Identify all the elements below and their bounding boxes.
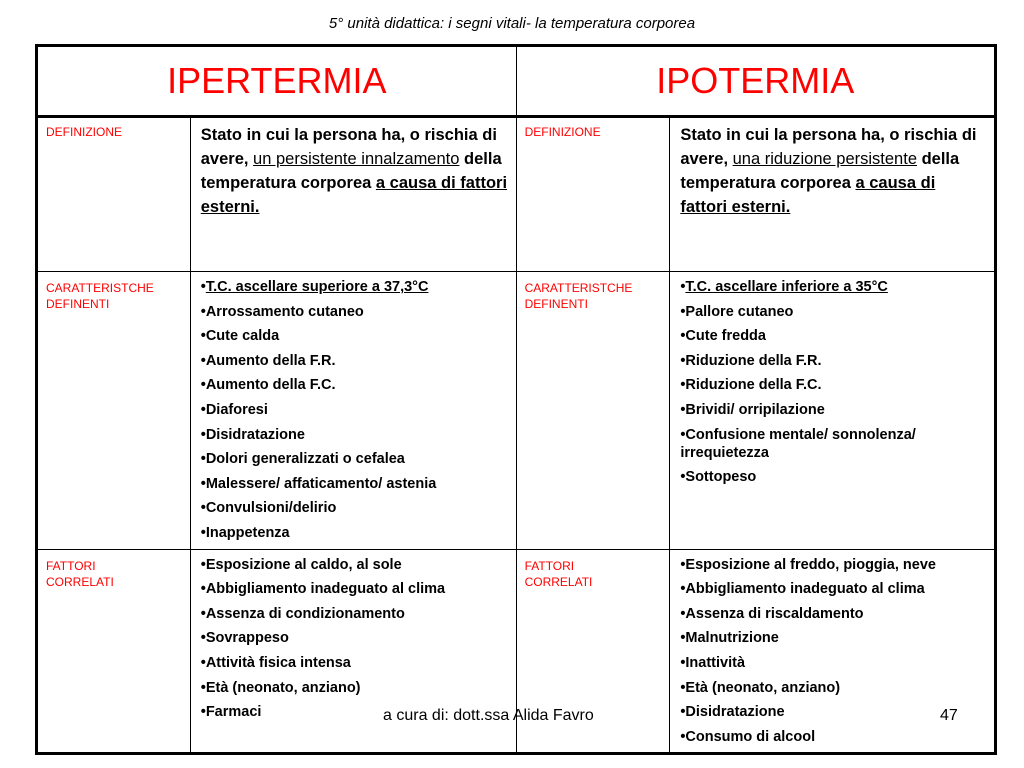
def-underlined-bold: a causa di fattori esterni. (680, 174, 936, 216)
def-underlined: una riduzione persistente (732, 150, 917, 168)
characteristics-ipotermia (670, 272, 996, 550)
list-item: •T.C. ascellare superiore a 37,3°C (200, 279, 429, 295)
list-item-text: Cute calda (205, 328, 280, 345)
label-definizione-left (37, 116, 191, 272)
list-item-text: Abbigliamento inadeguato al clima (205, 581, 446, 598)
list-item: •Attività fisica intensa (200, 654, 351, 671)
def-underlined: un persistente innalzamento (253, 150, 460, 168)
list-item-text: Cute fredda (685, 328, 766, 345)
heading-ipertermia (37, 46, 517, 117)
list-item-text: T.C. ascellare inferiore a 35°C (685, 279, 888, 295)
list-item: •Pallore cutaneo (680, 303, 794, 320)
list-item: •Sottopeso (680, 469, 757, 486)
list-item-text: Disidratazione (685, 704, 785, 721)
label-text: DEFINIZIONE (524, 125, 601, 139)
list-item: •T.C. ascellare inferiore a 35°C (680, 279, 888, 295)
list-item-text: Aumento della F.R. (205, 352, 336, 369)
footer-credit: a cura di: dott.ssa Alida Favro (383, 707, 594, 724)
def-underlined-bold: a causa di fattori esterni. (200, 174, 508, 216)
list-item: •Convulsioni/delirio (200, 500, 337, 517)
slide-title: 5° unità didattica: i segni vitali- la temperatura corporea (328, 15, 696, 32)
list-item: •Riduzione della F.C. (680, 377, 822, 394)
list-item-text: Inappetenza (205, 524, 290, 541)
heading-ipotermia (516, 46, 995, 117)
label-text: CARATTERISTCHE (524, 281, 633, 295)
list-item-text: Aumento della F.C. (205, 377, 336, 394)
list-item-text: T.C. ascellare superiore a 37,3°C (205, 279, 429, 295)
list-item: •Brividi/ orripilazione (680, 401, 825, 418)
label-text: CARATTERISTCHE (46, 281, 154, 295)
label-text: DEFINENTI (524, 297, 588, 311)
list-item-text: Pallore cutaneo (685, 303, 794, 320)
characteristics-row (37, 272, 996, 550)
label-fattori-left (37, 549, 191, 754)
definition-ipotermia (670, 116, 996, 272)
definition-row (37, 116, 996, 272)
label-text: CORRELATI (46, 574, 114, 589)
list-item: •Assenza di condizionamento (200, 605, 405, 622)
label-caratteristiche-left (37, 272, 191, 550)
list-item: •Aumento della F.C. (200, 377, 336, 394)
list-item: •Malnutrizione (680, 630, 779, 647)
list-item: •Confusione mentale/ sonnolenza/ irrequietezza (680, 426, 916, 461)
list-item: •Cute fredda (680, 328, 766, 345)
label-caratteristiche-right (516, 272, 670, 550)
list-item-text: Malnutrizione (685, 630, 779, 647)
list-item: •Esposizione al caldo, al sole (200, 556, 402, 573)
list-item-text: Esposizione al freddo, pioggia, neve (685, 556, 936, 573)
list-item-text: Sovrappeso (205, 630, 289, 647)
list-item-text: Esposizione al caldo, al sole (205, 556, 402, 573)
list-item-text: Farmaci (205, 704, 262, 721)
list-item: •Diaforesi (200, 401, 268, 418)
list-item-text: Diaforesi (205, 401, 268, 418)
list-item: •Età (neonato, anziano) (680, 679, 841, 696)
def-text: della temperatura corporea (680, 150, 960, 192)
list-item: •Sovrappeso (200, 630, 289, 647)
list-item-text: Brividi/ orripilazione (685, 401, 825, 418)
list-item: •Esposizione al freddo, pioggia, neve (680, 556, 936, 573)
list-item: •Disidratazione (680, 704, 785, 721)
list-item: •Malessere/ affaticamento/ astenia (200, 475, 437, 492)
list-item: •Disidratazione (200, 426, 305, 443)
list-item-text: Età (neonato, anziano) (685, 679, 841, 696)
content-table (35, 115, 997, 755)
list-item-text: Disidratazione (205, 426, 305, 443)
list-item-text: Età (neonato, anziano) (205, 679, 361, 696)
list-item: •Arrossamento cutaneo (200, 303, 364, 320)
list-item: •Abbigliamento inadeguato al clima (680, 581, 925, 598)
heading-ipotermia-text: IPOTERMIA (656, 60, 855, 101)
comparison-table (35, 44, 997, 118)
list-item: •Aumento della F.R. (200, 352, 336, 369)
list-item-text: Consumo di alcool (685, 728, 816, 745)
label-text: DEFINIZIONE (46, 125, 123, 139)
def-text: Stato in cui la persona ha, o rischia di avere, (200, 126, 497, 168)
label-definizione-right (516, 116, 670, 272)
def-text: Stato in cui la persona ha, o rischia di avere, (680, 126, 977, 168)
factors-list-left (201, 556, 512, 722)
header-row (37, 46, 996, 117)
characteristics-list-left (201, 278, 512, 542)
label-text: DEFINENTI (46, 297, 110, 311)
list-item: •Riduzione della F.R. (680, 352, 822, 369)
list-item-text: Sottopeso (685, 469, 757, 486)
list-item: •Inattività (680, 654, 746, 671)
page-number: 47 (940, 707, 958, 724)
list-item-text: Riduzione della F.R. (685, 352, 822, 369)
list-item-text: Convulsioni/delirio (205, 500, 337, 517)
list-item: •Consumo di alcool (680, 728, 816, 745)
list-item-text: Dolori generalizzati o cefalea (205, 451, 405, 468)
list-item-text: Arrossamento cutaneo (205, 303, 364, 320)
heading-ipertermia-text: IPERTERMIA (167, 60, 387, 101)
list-item: •Cute calda (200, 328, 280, 345)
list-item: •Farmaci (200, 704, 262, 721)
definition-ipertermia (190, 116, 516, 272)
def-text: della temperatura corporea (200, 150, 502, 192)
label-text: FATTORI (524, 558, 575, 573)
list-item: •Assenza di riscaldamento (680, 605, 864, 622)
list-item: •Inappetenza (200, 524, 290, 541)
list-item: •Abbigliamento inadeguato al clima (200, 581, 446, 598)
list-item-text: Riduzione della F.C. (685, 377, 822, 394)
list-item-text: Attività fisica intensa (205, 654, 351, 671)
list-item-text: Confusione mentale/ sonnolenza/ irrequietezza (680, 426, 916, 461)
list-item-text: Assenza di riscaldamento (685, 605, 864, 622)
label-text: CORRELATI (524, 574, 593, 589)
label-text: FATTORI (46, 558, 96, 573)
list-item-text: Inattività (685, 654, 746, 671)
characteristics-list-right (680, 278, 990, 486)
list-item-text: Abbigliamento inadeguato al clima (685, 581, 925, 598)
list-item-text: Malessere/ affaticamento/ astenia (205, 475, 437, 492)
characteristics-ipertermia (190, 272, 516, 550)
list-item-text: Assenza di condizionamento (205, 605, 405, 622)
list-item: •Età (neonato, anziano) (200, 679, 361, 696)
list-item: •Dolori generalizzati o cefalea (200, 451, 405, 468)
